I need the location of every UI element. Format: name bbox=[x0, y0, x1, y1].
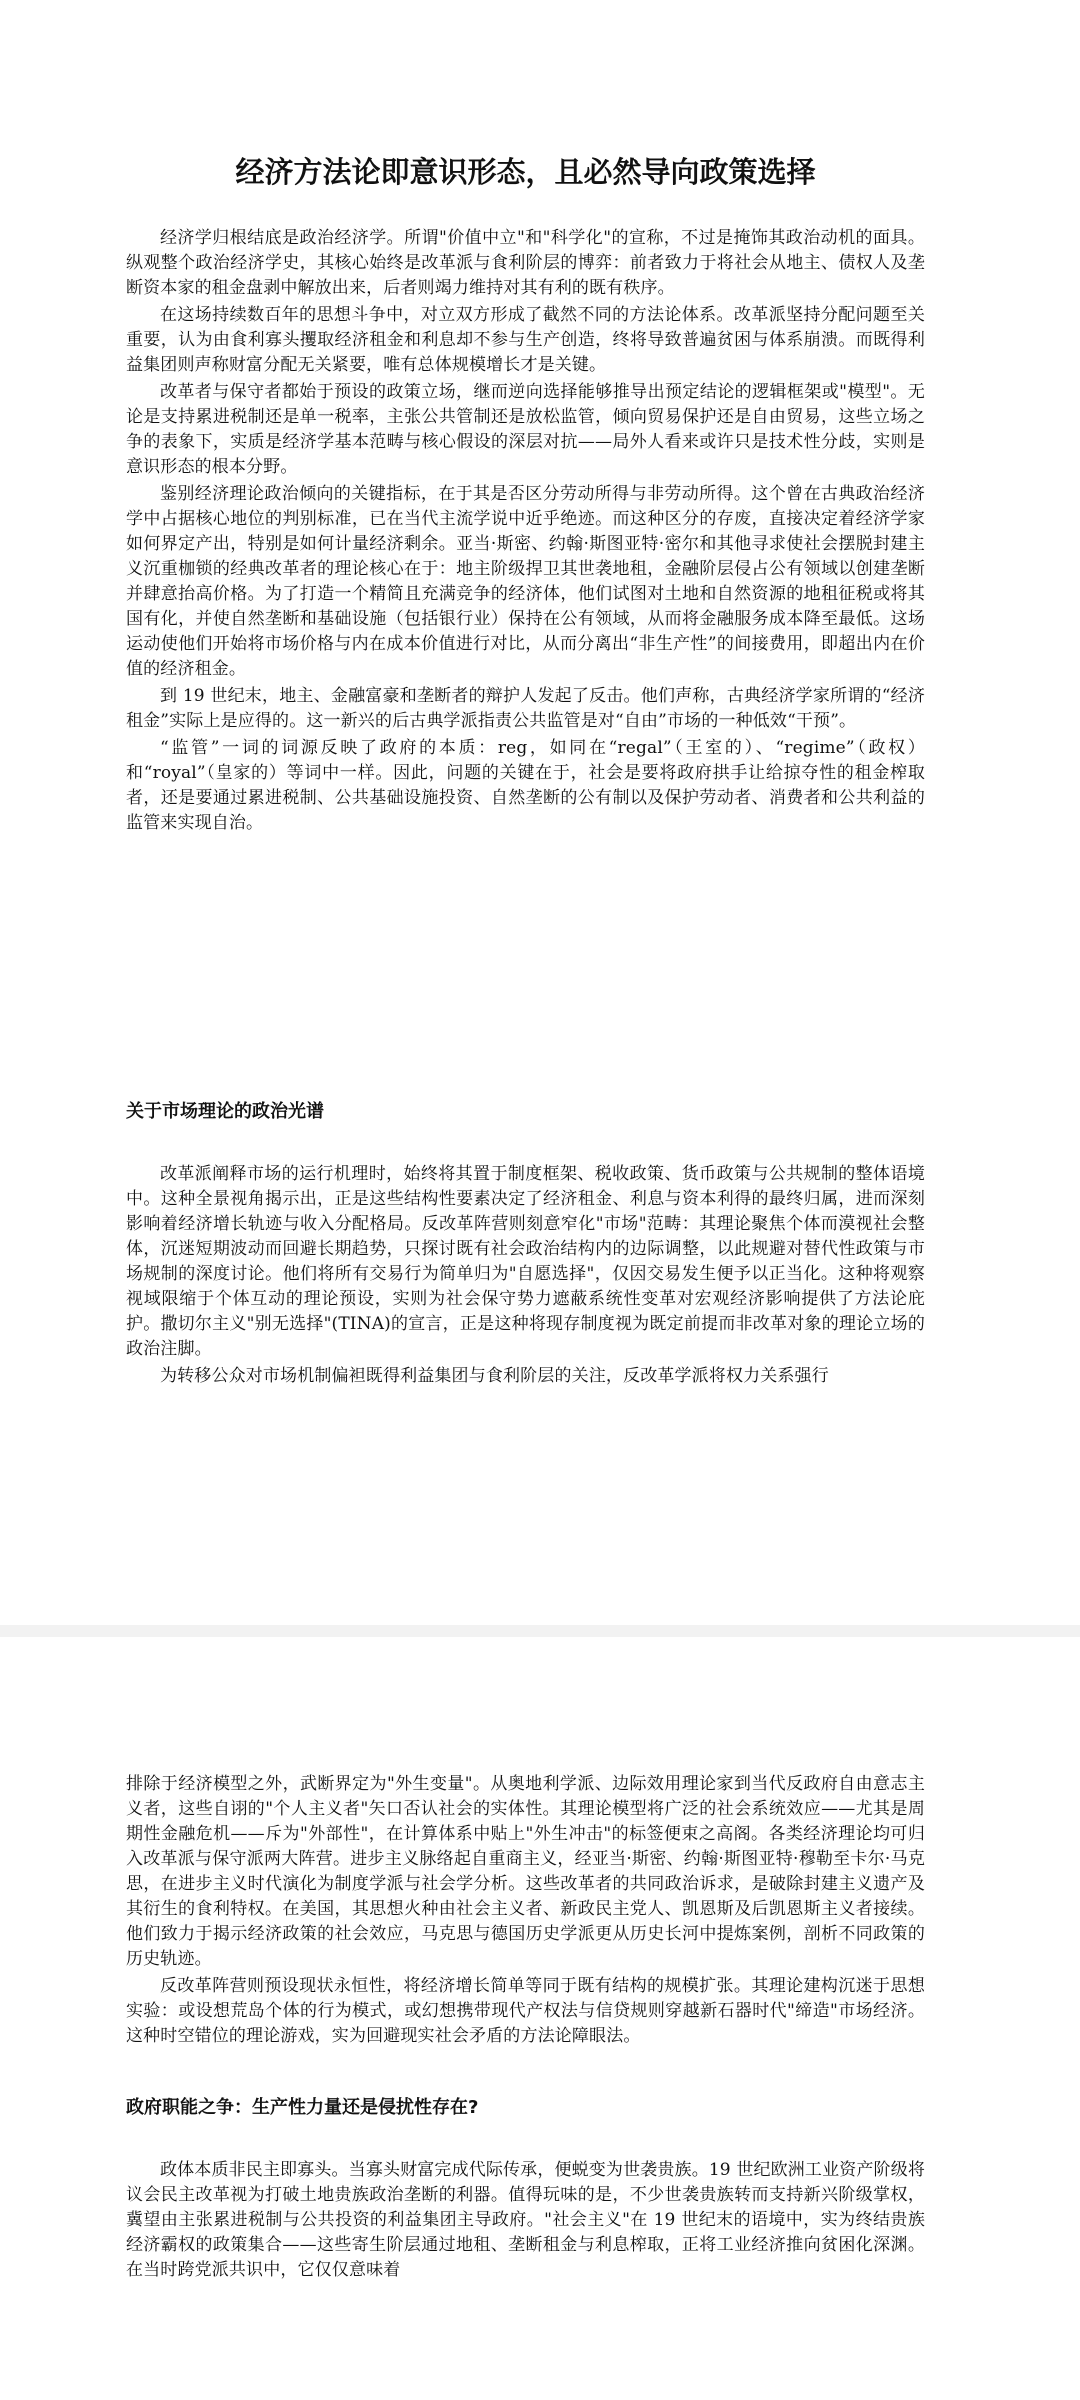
paragraph: “监管”一词的词源反映了政府的本质：reg，如同在“regal”（王室的）、“regime”（政权）和“royal”（皇家的）等词中一样。因此，问题的关键在于，社会是要将政府拱手让给掠夺性的租金榨取者，还是要通过累进税制、公共基础设施投资、自然垄断的公有制以及保护劳动者、消费者和公共利益的监管来实现自治。 bbox=[126, 738, 925, 833]
section-heading-market-theory: 关于市场理论的政治光谱 bbox=[126, 1101, 324, 1122]
paragraph: 为转移公众对市场机制偏袒既得利益集团与食利阶层的关注，反改革学派将权力关系强行 bbox=[160, 1366, 829, 1386]
continuation-section bbox=[126, 1772, 925, 2051]
paragraph: 排除于经济模型之外，武断界定为"外生变量"。从奥地利学派、边际效用理论家到当代反政府自由意志主义者，这些自诩的"个人主义者"矢口否认社会的实体性。其理论模型将广泛的社会系统效应——尤其是周期性金融危机——斥为"外部性"，在计算体系中贴上"外生冲击"的标签便束之高阁。各类经济理论均可归入改革派与保守派两大阵营。进步主义脉络起自重商主义，经亚当·斯密、约翰·斯图亚特·穆勒至卡尔·马克思，在进步主义时代演化为制度学派与社会学分析。这些改革者的共同政治诉求，是破除封建主义遗产及其衍生的食利特权。在美国，其思想火种由社会主义者、新政民主党人、凯恩斯及后凯恩斯主义者接续。他们致力于揭示经济政策的社会效应，马克思与德国历史学派更从历史长河中提炼案例，剖析不同政策的历史轨迹。 bbox=[126, 1774, 925, 1969]
paragraph: 经济学归根结底是政治经济学。所谓"价值中立"和"科学化"的宣称，不过是掩饰其政治动机的面具。纵观整个政治经济学史，其核心始终是改革派与食利阶层的博弈：前者致力于将社会从地主、债权人及垄断资本家的租金盘剥中解放出来，后者则竭力维持对其有利的既有秩序。 bbox=[126, 228, 925, 298]
paragraph: 到 19 世纪末，地主、金融富豪和垄断者的辩护人发起了反击。他们声称，古典经济学家所谓的“经济租金”实际上是应得的。这一新兴的后古典学派指责公共监管是对“自由”市场的一种低效“干预”。 bbox=[126, 686, 925, 731]
document-title: 经济方法论即意识形态，且必然导向政策选择 bbox=[235, 155, 816, 189]
paragraph: 政体本质非民主即寡头。当寡头财富完成代际传承，便蜕变为世袭贵族。19 世纪欧洲工业资产阶级将议会民主改革视为打破土地贵族政治垄断的利器。值得玩味的是，不少世袭贵族转而支持新兴阶级掌权，冀望由主张累进税制与公共投资的利益集团主导政府。"社会主义"在 19 世纪末的语境中，实为终结贵族经济霸权的政策集合——这些寄生阶层通过地租、垄断租金与利息榨取，正将工业经济推向贫困化深渊。在当时跨党派共识中，它仅仅意味着 bbox=[126, 2160, 925, 2280]
section-heading-government-role: 政府职能之争：生产性力量还是侵扰性存在? bbox=[126, 2097, 479, 2118]
paragraph: 在这场持续数百年的思想斗争中，对立双方形成了截然不同的方法论体系。改革派坚持分配问题至关重要，认为由食利寡头攫取经济租金和利息却不参与生产创造，终将导致普遍贫困与体系崩溃。而既得利益集团则声称财富分配无关紧要，唯有总体规模增长才是关键。 bbox=[126, 305, 925, 375]
paragraph: 鉴别经济理论政治倾向的关键指标，在于其是否区分劳动所得与非劳动所得。这个曾在古典政治经济学中占据核心地位的判别标准，已在当代主流学说中近乎绝迹。而这种区分的存废，直接决定着经济学家如何界定产出，特别是如何计量经济剩余。亚当·斯密、约翰·斯图亚特·密尔和其他寻求使社会摆脱封建主义沉重枷锁的经典改革者的理论核心在于：地主阶级捍卫其世袭地租，金融阶层侵占公有领域以创建垄断并肆意抬高价格。为了打造一个精简且充满竞争的经济体，他们试图对土地和自然资源的地租征税或将其国有化，并使自然垄断和基础设施（包括银行业）保持在公有领域，从而将金融服务成本降至最低。这场运动使他们开始将市场价格与内在成本价值进行对比，从而分离出“非生产性”的间接费用，即超出内在价值的经济租金。 bbox=[126, 484, 925, 679]
paragraph: 反改革阵营则预设现状永恒性，将经济增长简单等同于既有结构的规模扩张。其理论建构沉迷于思想实验：或设想荒岛个体的行为模式，或幻想携带现代产权法与信贷规则穿越新石器时代"缔造"市场经济。这种时空错位的理论游戏，实为回避现实社会矛盾的方法论障眼法。 bbox=[126, 1976, 925, 2046]
paragraph: 改革派阐释市场的运行机理时，始终将其置于制度框架、税收政策、货币政策与公共规制的整体语境中。这种全景视角揭示出，正是这些结构性要素决定了经济租金、利息与资本利得的最终归属，进而深刻影响着经济增长轨迹与收入分配格局。反改革阵营则刻意窄化"市场"范畴：其理论聚焦个体而漠视社会整体，沉迷短期波动而回避长期趋势，只探讨既有社会政治结构内的边际调整，以此规避对替代性政策与市场规制的深度讨论。他们将所有交易行为简单归为"自愿选择"，仅因交易发生便予以正当化。这种将观察视域限缩于个体互动的理论预设，实则为社会保守势力遮蔽系统性变革对宏观经济影响提供了方法论庇护。撒切尔主义"别无选择"(TINA)的宣言，正是这种将现存制度视为既定前提而非改革对象的理论立场的政治注脚。 bbox=[126, 1164, 925, 1359]
market-theory-section bbox=[126, 1162, 925, 1391]
document-page-2 bbox=[0, 1637, 1080, 2400]
government-role-section bbox=[126, 2158, 925, 2285]
paragraph: 改革者与保守者都始于预设的政策立场，继而逆向选择能够推导出预定结论的逻辑框架或"模型"。无论是支持累进税制还是单一税率，主张公共管制还是放松监管，倾向贸易保护还是自由贸易，这些立场之争的表象下，实质是经济学基本范畴与核心假设的深层对抗——局外人看来或许只是技术性分歧，实则是意识形态的根本分野。 bbox=[126, 382, 925, 477]
intro-section bbox=[126, 226, 925, 838]
